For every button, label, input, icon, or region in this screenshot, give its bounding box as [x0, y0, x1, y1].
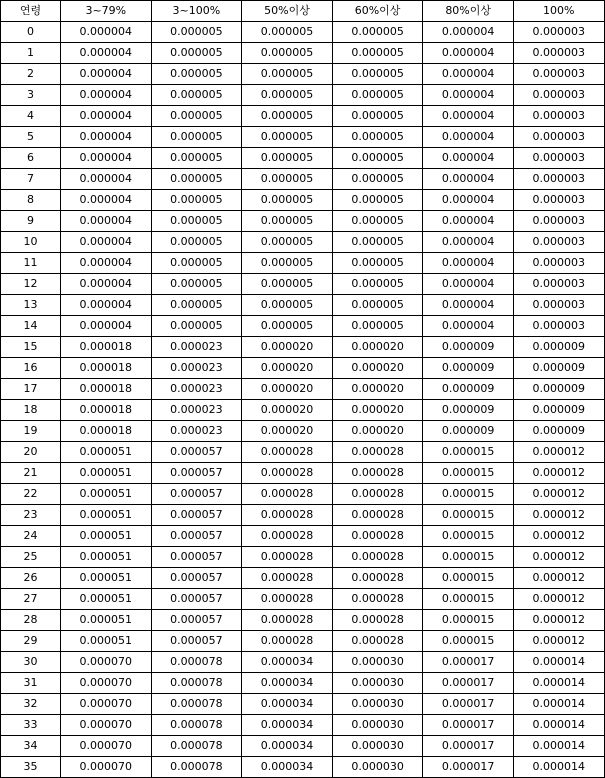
rate-cell: 0.000070 — [61, 673, 152, 694]
table-row — [1, 337, 605, 358]
rate-cell: 0.000004 — [61, 211, 152, 232]
rate-cell: 0.000078 — [151, 757, 242, 778]
age-cell: 3 — [1, 85, 61, 106]
rate-cell: 0.000005 — [332, 232, 423, 253]
rate-cell: 0.000003 — [513, 274, 604, 295]
table-row — [1, 43, 605, 64]
table-row — [1, 547, 605, 568]
rate-cell: 0.000004 — [61, 295, 152, 316]
rate-cell: 0.000003 — [513, 295, 604, 316]
header-3-79: 3~79% — [61, 1, 152, 22]
age-cell: 10 — [1, 232, 61, 253]
rate-cell: 0.000005 — [332, 169, 423, 190]
table-row — [1, 22, 605, 43]
age-cell: 29 — [1, 631, 61, 652]
rate-cell: 0.000003 — [513, 127, 604, 148]
rate-cell: 0.000078 — [151, 652, 242, 673]
rate-cell: 0.000005 — [332, 190, 423, 211]
rate-cell: 0.000003 — [513, 85, 604, 106]
table-row — [1, 295, 605, 316]
table-row — [1, 715, 605, 736]
rate-cell: 0.000004 — [61, 316, 152, 337]
table-row — [1, 253, 605, 274]
rate-cell: 0.000057 — [151, 463, 242, 484]
rate-cell: 0.000004 — [423, 148, 514, 169]
table-row — [1, 400, 605, 421]
rate-cell: 0.000005 — [332, 253, 423, 274]
rate-cell: 0.000004 — [423, 274, 514, 295]
table-row — [1, 64, 605, 85]
age-cell: 9 — [1, 211, 61, 232]
table-row — [1, 505, 605, 526]
rate-cell: 0.000005 — [151, 274, 242, 295]
table-row — [1, 526, 605, 547]
rate-cell: 0.000020 — [332, 358, 423, 379]
rate-cell: 0.000028 — [242, 547, 333, 568]
rate-cell: 0.000028 — [332, 442, 423, 463]
rate-cell: 0.000030 — [332, 715, 423, 736]
rate-cell: 0.000005 — [242, 148, 333, 169]
table-row — [1, 148, 605, 169]
rate-cell: 0.000005 — [151, 253, 242, 274]
rate-cell: 0.000030 — [332, 673, 423, 694]
age-cell: 20 — [1, 442, 61, 463]
rate-cell: 0.000005 — [332, 64, 423, 85]
rate-cell: 0.000051 — [61, 547, 152, 568]
rate-cell: 0.000005 — [332, 43, 423, 64]
rate-cell: 0.000023 — [151, 400, 242, 421]
age-cell: 26 — [1, 568, 61, 589]
table-row — [1, 169, 605, 190]
age-cell: 34 — [1, 736, 61, 757]
age-cell: 6 — [1, 148, 61, 169]
table-row — [1, 442, 605, 463]
rate-cell: 0.000005 — [242, 211, 333, 232]
rate-cell: 0.000005 — [332, 127, 423, 148]
rate-cell: 0.000005 — [242, 64, 333, 85]
rate-cell: 0.000028 — [242, 505, 333, 526]
age-cell: 15 — [1, 337, 61, 358]
rate-cell: 0.000015 — [423, 589, 514, 610]
rate-cell: 0.000051 — [61, 484, 152, 505]
age-cell: 17 — [1, 379, 61, 400]
rate-cell: 0.000005 — [151, 64, 242, 85]
rate-cell: 0.000020 — [242, 337, 333, 358]
rate-cell: 0.000057 — [151, 547, 242, 568]
rate-cell: 0.000005 — [151, 85, 242, 106]
rate-cell: 0.000003 — [513, 190, 604, 211]
rate-cell: 0.000028 — [242, 463, 333, 484]
rate-cell: 0.000051 — [61, 568, 152, 589]
rate-cell: 0.000005 — [242, 232, 333, 253]
rate-cell: 0.000028 — [242, 442, 333, 463]
rate-cell: 0.000028 — [242, 568, 333, 589]
rate-cell: 0.000003 — [513, 253, 604, 274]
rate-cell: 0.000005 — [151, 127, 242, 148]
table-row — [1, 631, 605, 652]
age-cell: 18 — [1, 400, 61, 421]
rate-cell: 0.000057 — [151, 589, 242, 610]
table-row — [1, 190, 605, 211]
rate-cell: 0.000018 — [61, 337, 152, 358]
rate-cell: 0.000017 — [423, 715, 514, 736]
rate-cell: 0.000004 — [423, 43, 514, 64]
age-cell: 16 — [1, 358, 61, 379]
rate-cell: 0.000012 — [513, 442, 604, 463]
table-row — [1, 757, 605, 778]
rate-cell: 0.000012 — [513, 631, 604, 652]
rate-cell: 0.000028 — [242, 610, 333, 631]
rate-cell: 0.000030 — [332, 694, 423, 715]
table-row — [1, 463, 605, 484]
rate-cell: 0.000004 — [423, 22, 514, 43]
rate-cell: 0.000003 — [513, 106, 604, 127]
age-cell: 21 — [1, 463, 61, 484]
age-cell: 14 — [1, 316, 61, 337]
rate-cell: 0.000005 — [332, 22, 423, 43]
rate-cell: 0.000005 — [242, 22, 333, 43]
rate-cell: 0.000028 — [332, 568, 423, 589]
rate-cell: 0.000070 — [61, 652, 152, 673]
rate-cell: 0.000018 — [61, 358, 152, 379]
rate-cell: 0.000014 — [513, 673, 604, 694]
rate-cell: 0.000051 — [61, 442, 152, 463]
table-body — [1, 22, 605, 778]
rate-cell: 0.000005 — [242, 127, 333, 148]
rate-cell: 0.000034 — [242, 694, 333, 715]
rate-cell: 0.000017 — [423, 694, 514, 715]
rate-cell: 0.000020 — [242, 358, 333, 379]
rate-cell: 0.000018 — [61, 379, 152, 400]
age-cell: 22 — [1, 484, 61, 505]
rate-cell: 0.000004 — [61, 253, 152, 274]
rate-cell: 0.000028 — [242, 631, 333, 652]
header-80-plus: 80%이상 — [423, 1, 514, 22]
rate-cell: 0.000057 — [151, 484, 242, 505]
rate-cell: 0.000005 — [151, 148, 242, 169]
rate-cell: 0.000005 — [242, 295, 333, 316]
rate-cell: 0.000017 — [423, 652, 514, 673]
rate-cell: 0.000005 — [151, 211, 242, 232]
rate-cell: 0.000070 — [61, 715, 152, 736]
rate-cell: 0.000015 — [423, 505, 514, 526]
rate-cell: 0.000004 — [423, 85, 514, 106]
age-cell: 0 — [1, 22, 61, 43]
rate-cell: 0.000009 — [423, 400, 514, 421]
rate-cell: 0.000078 — [151, 736, 242, 757]
rate-cell: 0.000012 — [513, 589, 604, 610]
rate-cell: 0.000005 — [151, 169, 242, 190]
rate-cell: 0.000012 — [513, 463, 604, 484]
rate-cell: 0.000004 — [61, 127, 152, 148]
rate-cell: 0.000015 — [423, 484, 514, 505]
rate-cell: 0.000020 — [332, 421, 423, 442]
rate-cell: 0.000057 — [151, 631, 242, 652]
rate-cell: 0.000015 — [423, 631, 514, 652]
rate-cell: 0.000023 — [151, 337, 242, 358]
rate-cell: 0.000004 — [423, 253, 514, 274]
age-cell: 2 — [1, 64, 61, 85]
rate-cell: 0.000028 — [332, 526, 423, 547]
rate-cell: 0.000028 — [332, 484, 423, 505]
rate-cell: 0.000057 — [151, 442, 242, 463]
rate-cell: 0.000005 — [242, 253, 333, 274]
rate-cell: 0.000030 — [332, 757, 423, 778]
table-row — [1, 379, 605, 400]
rate-cell: 0.000004 — [423, 232, 514, 253]
rate-cell: 0.000005 — [332, 295, 423, 316]
age-cell: 5 — [1, 127, 61, 148]
rate-cell: 0.000051 — [61, 610, 152, 631]
rate-cell: 0.000005 — [242, 190, 333, 211]
rate-cell: 0.000057 — [151, 568, 242, 589]
rate-cell: 0.000004 — [61, 169, 152, 190]
rate-cell: 0.000003 — [513, 211, 604, 232]
table-header — [1, 1, 605, 22]
rate-cell: 0.000004 — [423, 64, 514, 85]
age-cell: 23 — [1, 505, 61, 526]
table-row — [1, 274, 605, 295]
rate-cell: 0.000005 — [242, 106, 333, 127]
rate-cell: 0.000012 — [513, 568, 604, 589]
header-100: 100% — [513, 1, 604, 22]
rate-cell: 0.000034 — [242, 757, 333, 778]
rate-cell: 0.000018 — [61, 421, 152, 442]
rate-cell: 0.000051 — [61, 505, 152, 526]
rate-cell: 0.000023 — [151, 421, 242, 442]
rate-cell: 0.000004 — [423, 211, 514, 232]
rate-cell: 0.000051 — [61, 631, 152, 652]
rate-cell: 0.000005 — [151, 316, 242, 337]
table-row — [1, 736, 605, 757]
rate-cell: 0.000051 — [61, 463, 152, 484]
rate-cell: 0.000057 — [151, 505, 242, 526]
rate-cell: 0.000005 — [151, 22, 242, 43]
table-row — [1, 127, 605, 148]
rate-cell: 0.000005 — [332, 148, 423, 169]
rate-cell: 0.000009 — [513, 379, 604, 400]
rate-cell: 0.000023 — [151, 379, 242, 400]
rate-cell: 0.000015 — [423, 610, 514, 631]
rate-cell: 0.000020 — [242, 400, 333, 421]
rate-cell: 0.000003 — [513, 148, 604, 169]
rate-cell: 0.000028 — [242, 484, 333, 505]
rate-cell: 0.000003 — [513, 22, 604, 43]
age-cell: 13 — [1, 295, 61, 316]
rate-cell: 0.000009 — [423, 358, 514, 379]
rate-cell: 0.000004 — [61, 190, 152, 211]
rate-cell: 0.000015 — [423, 442, 514, 463]
table-row — [1, 652, 605, 673]
rate-cell: 0.000034 — [242, 673, 333, 694]
rate-cell: 0.000003 — [513, 232, 604, 253]
age-cell: 7 — [1, 169, 61, 190]
rate-cell: 0.000020 — [332, 337, 423, 358]
age-cell: 31 — [1, 673, 61, 694]
rate-cell: 0.000009 — [423, 421, 514, 442]
rate-cell: 0.000005 — [151, 232, 242, 253]
rate-cell: 0.000009 — [513, 421, 604, 442]
table-row — [1, 211, 605, 232]
rate-cell: 0.000020 — [242, 421, 333, 442]
age-cell: 33 — [1, 715, 61, 736]
rate-cell: 0.000078 — [151, 715, 242, 736]
age-cell: 1 — [1, 43, 61, 64]
table-row — [1, 316, 605, 337]
header-age: 연령 — [1, 1, 61, 22]
rate-cell: 0.000005 — [332, 85, 423, 106]
rate-cell: 0.000020 — [242, 379, 333, 400]
rate-cell: 0.000057 — [151, 526, 242, 547]
rate-cell: 0.000015 — [423, 526, 514, 547]
rate-cell: 0.000005 — [242, 169, 333, 190]
rate-cell: 0.000014 — [513, 757, 604, 778]
age-cell: 30 — [1, 652, 61, 673]
rate-cell: 0.000003 — [513, 316, 604, 337]
rate-cell: 0.000009 — [513, 400, 604, 421]
rate-cell: 0.000070 — [61, 694, 152, 715]
rate-cell: 0.000015 — [423, 547, 514, 568]
table-row — [1, 232, 605, 253]
rate-cell: 0.000005 — [242, 274, 333, 295]
age-cell: 19 — [1, 421, 61, 442]
rate-cell: 0.000005 — [151, 190, 242, 211]
rate-cell: 0.000014 — [513, 652, 604, 673]
table-row — [1, 484, 605, 505]
rate-cell: 0.000009 — [423, 379, 514, 400]
header-50-plus: 50%이상 — [242, 1, 333, 22]
rate-cell: 0.000004 — [61, 106, 152, 127]
rate-cell: 0.000012 — [513, 484, 604, 505]
rate-cell: 0.000004 — [61, 274, 152, 295]
table-row — [1, 694, 605, 715]
rate-cell: 0.000017 — [423, 757, 514, 778]
age-cell: 11 — [1, 253, 61, 274]
rate-cell: 0.000003 — [513, 43, 604, 64]
rate-cell: 0.000005 — [332, 211, 423, 232]
rate-cell: 0.000028 — [332, 505, 423, 526]
rate-cell: 0.000015 — [423, 463, 514, 484]
rate-cell: 0.000005 — [332, 274, 423, 295]
rate-cell: 0.000014 — [513, 694, 604, 715]
rate-cell: 0.000005 — [332, 316, 423, 337]
rate-cell: 0.000004 — [423, 106, 514, 127]
age-cell: 12 — [1, 274, 61, 295]
rate-cell: 0.000028 — [332, 631, 423, 652]
rate-cell: 0.000020 — [332, 400, 423, 421]
rate-cell: 0.000023 — [151, 358, 242, 379]
rate-cell: 0.000017 — [423, 736, 514, 757]
rate-cell: 0.000057 — [151, 610, 242, 631]
table-row — [1, 106, 605, 127]
rate-cell: 0.000012 — [513, 505, 604, 526]
age-cell: 28 — [1, 610, 61, 631]
rate-cell: 0.000018 — [61, 400, 152, 421]
header-3-100: 3~100% — [151, 1, 242, 22]
rate-cell: 0.000009 — [513, 337, 604, 358]
rate-cell: 0.000070 — [61, 757, 152, 778]
rate-cell: 0.000004 — [61, 22, 152, 43]
age-cell: 25 — [1, 547, 61, 568]
table-row — [1, 421, 605, 442]
rate-cell: 0.000009 — [513, 358, 604, 379]
rate-cell: 0.000009 — [423, 337, 514, 358]
rate-cell: 0.000028 — [242, 589, 333, 610]
rate-cell: 0.000004 — [423, 190, 514, 211]
table-row — [1, 85, 605, 106]
rate-cell: 0.000028 — [242, 526, 333, 547]
table-row — [1, 358, 605, 379]
rate-cell: 0.000015 — [423, 568, 514, 589]
header-60-plus: 60%이상 — [332, 1, 423, 22]
rate-cell: 0.000004 — [61, 85, 152, 106]
rate-cell: 0.000004 — [423, 127, 514, 148]
rate-cell: 0.000004 — [423, 169, 514, 190]
rate-cell: 0.000030 — [332, 736, 423, 757]
rate-cell: 0.000051 — [61, 589, 152, 610]
rate-cell: 0.000028 — [332, 610, 423, 631]
rate-cell: 0.000017 — [423, 673, 514, 694]
rate-cell: 0.000004 — [61, 64, 152, 85]
rate-cell: 0.000034 — [242, 736, 333, 757]
rate-cell: 0.000030 — [332, 652, 423, 673]
rate-cell: 0.000003 — [513, 64, 604, 85]
age-cell: 27 — [1, 589, 61, 610]
table-row — [1, 610, 605, 631]
rate-cell: 0.000034 — [242, 715, 333, 736]
rate-cell: 0.000014 — [513, 715, 604, 736]
age-cell: 8 — [1, 190, 61, 211]
rate-cell: 0.000012 — [513, 526, 604, 547]
table-row — [1, 568, 605, 589]
rate-cell: 0.000078 — [151, 673, 242, 694]
rate-cell: 0.000004 — [61, 232, 152, 253]
rate-cell: 0.000014 — [513, 736, 604, 757]
age-cell: 32 — [1, 694, 61, 715]
table-row — [1, 589, 605, 610]
rate-cell: 0.000012 — [513, 610, 604, 631]
rate-cell: 0.000028 — [332, 589, 423, 610]
rate-cell: 0.000005 — [151, 106, 242, 127]
age-cell: 24 — [1, 526, 61, 547]
rate-cell: 0.000028 — [332, 547, 423, 568]
rate-cell: 0.000004 — [423, 316, 514, 337]
rate-cell: 0.000005 — [151, 43, 242, 64]
age-cell: 4 — [1, 106, 61, 127]
age-cell: 35 — [1, 757, 61, 778]
rate-cell: 0.000020 — [332, 379, 423, 400]
rate-cell: 0.000070 — [61, 736, 152, 757]
rate-cell: 0.000003 — [513, 169, 604, 190]
rate-cell: 0.000005 — [242, 85, 333, 106]
rate-cell: 0.000004 — [61, 43, 152, 64]
rate-cell: 0.000005 — [151, 295, 242, 316]
rate-cell: 0.000004 — [61, 148, 152, 169]
rate-cell: 0.000034 — [242, 652, 333, 673]
rate-cell: 0.000005 — [332, 106, 423, 127]
rate-cell: 0.000051 — [61, 526, 152, 547]
rate-cell: 0.000078 — [151, 694, 242, 715]
rate-cell: 0.000012 — [513, 547, 604, 568]
rate-cell: 0.000004 — [423, 295, 514, 316]
rate-cell: 0.000005 — [242, 43, 333, 64]
header-row — [1, 1, 605, 22]
rate-cell: 0.000028 — [332, 463, 423, 484]
table-row — [1, 673, 605, 694]
rate-cell: 0.000005 — [242, 316, 333, 337]
